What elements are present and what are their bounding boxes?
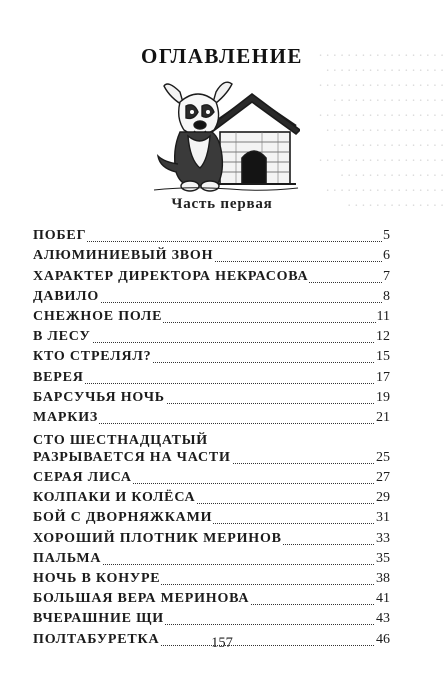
toc-entry-title: ПОЛТАБУРЕТКА	[33, 631, 160, 647]
toc-entry-title	[33, 432, 232, 466]
toc-entry-page: 43	[376, 611, 390, 627]
bleed-through-text: . . . . . . . . . . . . . . . . . . . . . . . . . . . . . . . . . . . . . . . . . . . . . . . . . . . . . . . . . . . . . . . . . . . . . . . . . . . . . . . . . . . . . . . . . . . . . . . . . . . . . . . . . . . . . . . . . . . . . . . . . . . . . . . . . . . . . . . . . . . . . . . . . . . . . . . . . . . . . . . . . . . . . . . . . . . . . . . . . . . . . . . .	[318, 44, 444, 209]
toc-entry-page: 8	[383, 288, 390, 304]
toc-entry-page: 21	[376, 409, 390, 425]
toc-entry-page: 31	[376, 510, 390, 526]
toc-entry[interactable]	[33, 609, 390, 629]
toc-entry-title: СНЕЖНОЕ ПОЛЕ	[33, 308, 163, 324]
toc-entry-page: 15	[376, 349, 390, 365]
toc-entry[interactable]	[33, 327, 390, 347]
dot-leader	[33, 382, 390, 384]
toc-entry-page: 12	[376, 329, 390, 345]
toc-entry-page: 19	[376, 389, 390, 405]
toc-entry-title: КОЛПАКИ И КОЛЁСА	[33, 490, 196, 506]
toc-entry-page: 11	[376, 308, 390, 324]
toc-entry[interactable]	[33, 468, 390, 488]
toc-entry-title: ВЧЕРАШНИЕ ЩИ	[33, 611, 164, 627]
toc-entry-title: ХАРАКТЕР ДИРЕКТОРА НЕКРАСОВА	[33, 268, 309, 284]
part-heading: Часть первая	[171, 196, 273, 212]
toc-entry-title: ПОБЕГ	[33, 228, 87, 244]
toc-entry[interactable]	[33, 367, 390, 387]
toc-entry[interactable]	[33, 488, 390, 508]
toc-entry[interactable]	[33, 226, 390, 246]
toc-entry-title: АЛЮМИНИЕВЫЙ ЗВОН	[33, 248, 214, 264]
dog-at-kennel-illustration	[150, 76, 300, 194]
toc-entry-title: СЕРАЯ ЛИСА	[33, 470, 132, 486]
toc-entry-page: 5	[383, 228, 390, 244]
toc-entry-title: МАРКИЗ	[33, 409, 99, 425]
toc-entry[interactable]	[33, 408, 390, 428]
toc-entry[interactable]	[33, 589, 390, 609]
toc-entry-page: 7	[383, 268, 390, 284]
toc-entry-title-line1: СТО ШЕСТНАДЦАТЫЙ	[33, 432, 208, 448]
toc-entry[interactable]	[33, 347, 390, 367]
page-number: 157	[211, 635, 233, 651]
toc-entry-page: 6	[383, 248, 390, 264]
toc-entry-page: 35	[376, 550, 390, 566]
toc-entry-title: БОЙ С ДВОРНЯЖКАМИ	[33, 510, 213, 526]
page-title: ОГЛАВЛЕНИЕ	[141, 44, 303, 68]
toc-entry[interactable]	[33, 246, 390, 266]
toc-entry[interactable]	[33, 528, 390, 548]
toc-entry[interactable]	[33, 508, 390, 528]
toc-entry-page: 29	[376, 490, 390, 506]
toc-entry-page: 46	[376, 631, 390, 647]
toc-entry-page: 41	[376, 591, 390, 607]
toc-entry[interactable]	[33, 307, 390, 327]
toc-entry-title-line2: РАЗРЫВАЕТСЯ НА ЧАСТИ	[33, 449, 231, 465]
toc-entry-page: 38	[376, 571, 390, 586]
toc-entry[interactable]	[33, 549, 390, 569]
toc-entry-title: ДАВИЛО	[33, 288, 100, 304]
toc-entry-title: КТО СТРЕЛЯЛ?	[33, 349, 152, 365]
toc-entry-page: 33	[376, 530, 390, 546]
toc-entry[interactable]	[33, 287, 390, 307]
toc-entry-title: БАРСУЧЬЯ НОЧЬ	[33, 389, 165, 405]
toc-entry[interactable]	[33, 266, 390, 286]
toc-entry[interactable]	[33, 428, 390, 468]
toc-entry-page: 25	[376, 449, 390, 465]
toc-entry-title: ХОРОШИЙ ПЛОТНИК МЕРИНОВ	[33, 530, 282, 546]
toc-entry-page: 17	[376, 369, 390, 385]
toc-entry-title: В ЛЕСУ	[33, 329, 91, 345]
toc-entry-title: НОЧЬ В КОНУРЕ	[33, 571, 161, 586]
toc-entry-title: ВЕРЕЯ	[33, 369, 84, 385]
toc-entry-title: ПАЛЬМА	[33, 550, 102, 566]
toc-entry-page: 27	[376, 470, 390, 486]
toc-entry-title: БОЛЬШАЯ ВЕРА МЕРИНОВА	[33, 591, 250, 607]
toc-entry[interactable]	[33, 388, 390, 408]
toc-entry[interactable]	[33, 569, 390, 589]
table-of-contents	[33, 226, 390, 650]
